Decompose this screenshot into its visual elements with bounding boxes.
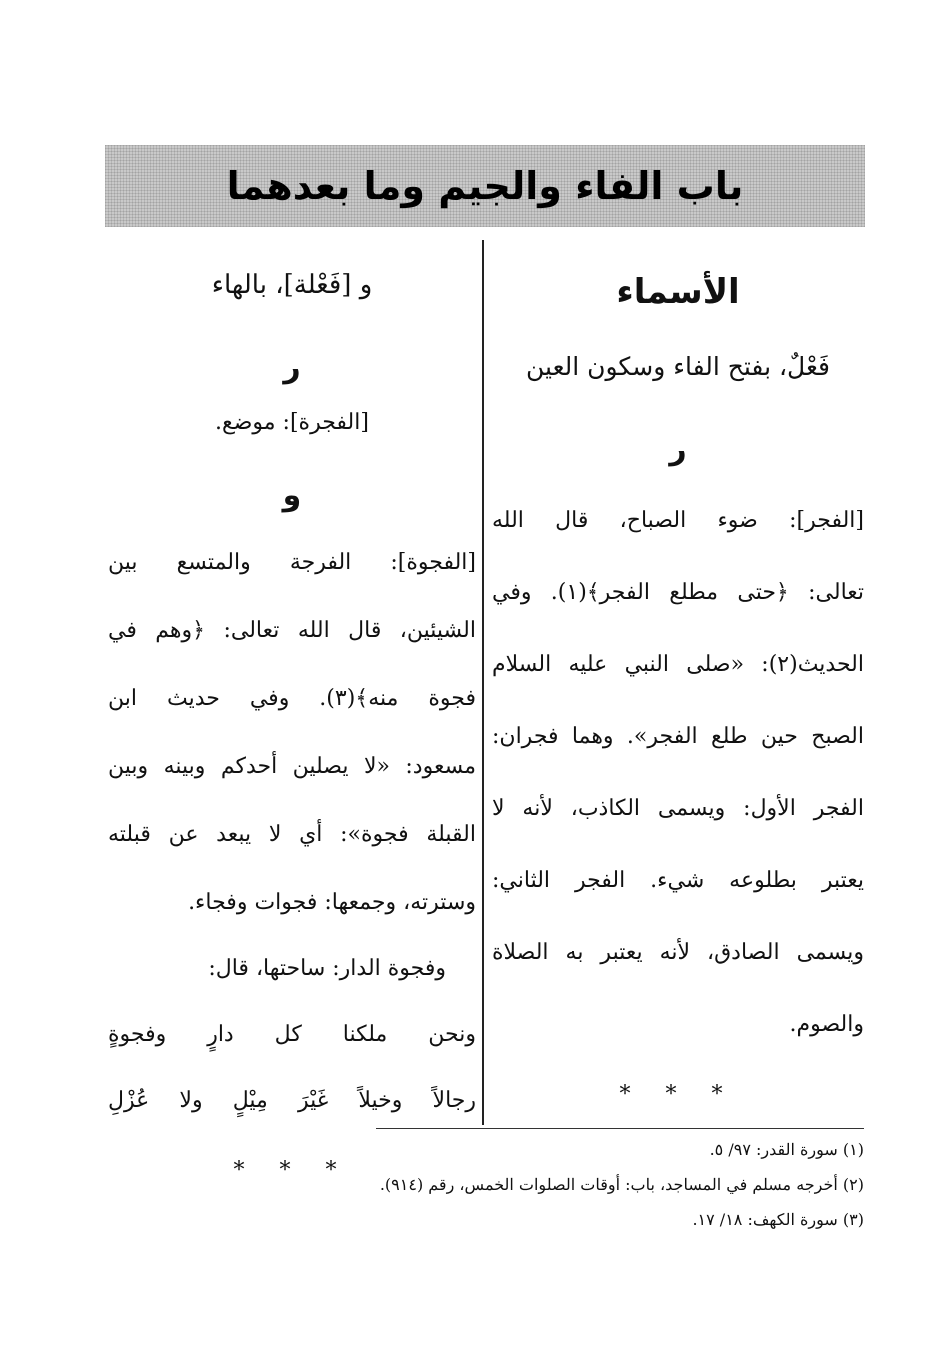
- footnote: (١) سورة القدر: ٩٧/ ٥.: [709, 1140, 864, 1159]
- verse-line: ونحن ملكنا كل دارٍ وفجوةٍ: [108, 1022, 476, 1047]
- body-line: [الفجر]: ضوء الصباح، قال الله: [492, 508, 864, 533]
- body-line: مسعود: «لا يصلين أحدكم وبينه وبين: [108, 754, 476, 779]
- body-line: الحديث(٢): «صلى النبي عليه السلام: [492, 652, 864, 677]
- body-line: [الفجوة]: الفرجة والمتسع بين: [108, 550, 476, 575]
- letter-heading: ر: [283, 350, 301, 385]
- body-line: الشيئين، قال الله تعالى: ﴿وهم في: [108, 618, 476, 643]
- verse-line: رجالاً وخيلاً غَيْرَ مِيْلٍ ولا عُزْلِ: [108, 1088, 476, 1113]
- body-line: ويسمى الصادق، لأنه يعتبر به الصلاة: [492, 940, 864, 965]
- pattern-heading: فَعْلٌ، بفتح الفاء وسكون العين: [526, 352, 830, 381]
- body-line: الفجر الأول: ويسمى الكاذب، لأنه لا: [492, 796, 864, 821]
- body-line: والصوم.: [789, 1012, 864, 1037]
- body-line: القبلة فجوة»: أي لا يبعد عن قبلته: [108, 822, 476, 847]
- section-separator: * * *: [619, 1082, 737, 1107]
- footnote: (٢) أخرجه مسلم في المساجد، باب: أوقات الصلوات الخمس، رقم (٩١٤).: [379, 1175, 864, 1194]
- body-line: تعالى: ﴿حتى مطلع الفجر﴾(١). وفي: [492, 580, 865, 605]
- body-line: فجوة منه﴾(٣). وفي حديث ابن: [108, 686, 477, 711]
- footnote: (٣) سورة الكهف: ١٨/ ١٧.: [692, 1210, 864, 1229]
- pattern-heading: و [فَعْلة]، بالهاء: [211, 270, 373, 300]
- body-line: وفجوة الدار: ساحتها، قال:: [208, 956, 446, 981]
- section-heading: الأسماء: [616, 272, 740, 312]
- body-line: الصبح حين طلع الفجر». وهما فجران:: [492, 724, 864, 749]
- letter-heading: ر: [669, 432, 687, 467]
- letter-heading: و: [282, 478, 302, 513]
- body-line: يعتبر بطلوعه شيء. الفجر الثاني:: [492, 868, 864, 893]
- section-separator: * * *: [233, 1158, 351, 1183]
- column-divider: [482, 240, 484, 1125]
- footnote-rule: [376, 1128, 864, 1129]
- chapter-title: باب الفاء والجيم وما بعدهما: [226, 164, 744, 208]
- body-line: وسترته، وجمعها: فجوات وفجاء.: [188, 890, 476, 915]
- chapter-title-band: [105, 145, 865, 227]
- entry-line: [الفجرة]: موضع.: [215, 410, 369, 435]
